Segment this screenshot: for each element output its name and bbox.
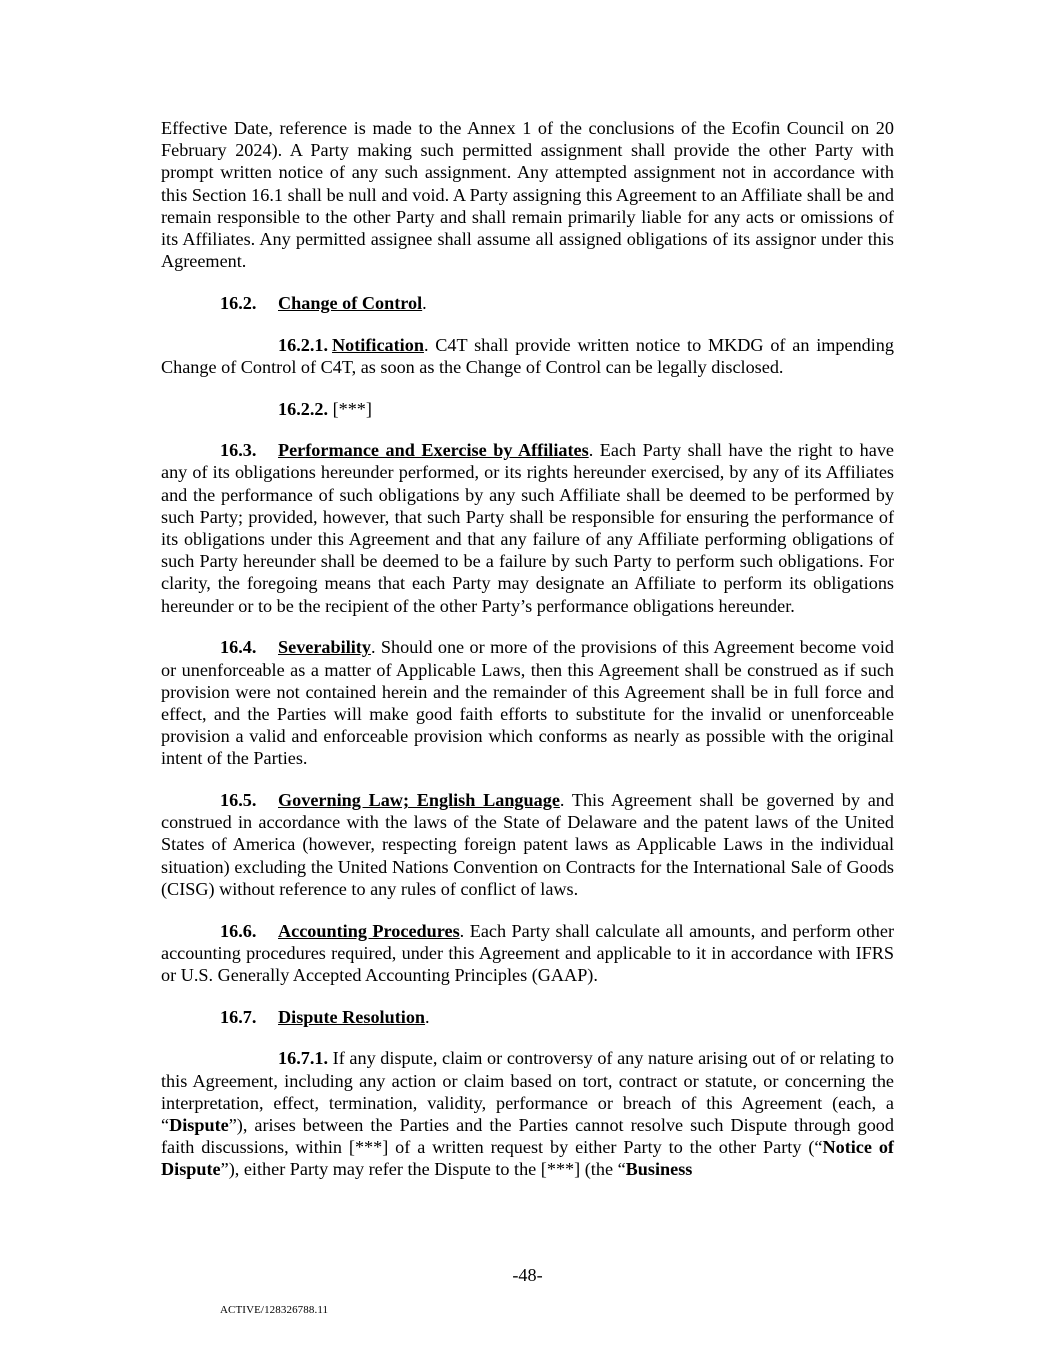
section-body: . This Agreement shall be governed by and construed in accordance with the laws of the State of Delaware and the patent laws of the United States of America (however, respecting foreign patent laws as Applicable Laws in the individual situation) excluding the United Nations Convention on Contracts for the International Sale of Goods (CISG) without reference to any rules of conflict of laws. <box>161 790 894 899</box>
page-number: -48- <box>512 1265 543 1285</box>
section-16-3 <box>161 439 894 617</box>
paragraph-text: Effective Date, reference is made to the Annex 1 of the conclusions of the Ecofin Council on 20 February 2024). A Party making such permitted assignment shall provide the other Party with prompt written notice of any such assignment. Any attempted assignment not in accordance with this Section 16.1 shall be null and void. A Party assigning this Agreement to an Affiliate shall be and remain responsible to the other Party and shall remain primarily liable for any acts or omissions of its Affiliates. Any permitted assignee shall assume all assigned obligations of its assignor under this Agreement. <box>161 118 894 272</box>
section-number: 16.7. <box>220 1006 257 1027</box>
document-id: ACTIVE/128326788.11 <box>220 1304 329 1316</box>
section-body: . C4T shall provide written notice to MKDG of an impending Change of Control of C4T, as soon as the Change of Control can be legally disclosed. <box>161 334 894 377</box>
section-title: Performance and Exercise by Affiliates <box>278 440 589 461</box>
section-title: Change of Control <box>278 292 423 313</box>
section-body: . Each Party shall calculate all amounts, and perform other accounting procedures required, under this Agreement and applicable to it in accordance with IFRS or U.S. Generally Accepted Accounting Principles (GAAP). <box>161 920 894 985</box>
section-number: 16.4. <box>220 637 257 658</box>
section-16-6 <box>161 920 894 987</box>
section-16-4 <box>161 636 894 769</box>
defined-term-dispute: Dispute <box>169 1115 229 1136</box>
section-16-2-2 <box>161 398 894 420</box>
section-body-part-3: ”), either Party may refer the Dispute to the [***] (the “ <box>220 1159 626 1180</box>
section-title: Governing Law; English Language <box>278 790 560 811</box>
section-body: . Each Party shall have the right to have any of its obligations hereunder performed, or its rights hereunder exercised, by any of its Affiliates and the performance of such obligations by any such Affiliate shall be deemed to be performed by such Party; provided, however, that such Party shall be responsible for ensuring the performance of its obligations under this Agreement and that any failure of any Affiliate performing obligations of such Party hereunder shall be deemed to be a failure by such Party to perform such obligations. For clarity, the foregoing means that each Party may designate an Affiliate to perform its obligations hereunder or to be the recipient of the other Party’s performance obligations hereunder. <box>161 440 894 616</box>
section-16-5 <box>161 789 894 900</box>
section-number: 16.2.1. <box>278 334 329 355</box>
section-16-2-1 <box>161 334 894 378</box>
section-title: Notification <box>332 334 424 355</box>
section-body-part-2: ”), arises between the Parties and the Parties cannot resolve such Dispute through good faith discussions, within [***] of a written request by either Party to the other Party (“ <box>161 1115 894 1158</box>
section-number: 16.2. <box>220 292 257 313</box>
section-number: 16.7.1. <box>278 1048 329 1069</box>
defined-term-notice-of-dispute: Notice of Dispute <box>161 1137 894 1180</box>
section-title: Accounting Procedures <box>278 920 460 941</box>
section-trail: . <box>425 1006 430 1027</box>
section-number: 16.5. <box>220 790 257 811</box>
document-page <box>161 117 894 1200</box>
section-body: [***] <box>328 398 372 419</box>
section-body: . Should one or more of the provisions of this Agreement become void or unenforceable as a matter of Applicable Laws, then this Agreement shall be construed as if such provision were not contained herein and the remainder of this Agreement shall be in full force and effect, and the Parties will make good faith efforts to substitute for the invalid or unenforceable provision a valid and enforceable provision which conforms as nearly as possible with the original intent of the Parties. <box>161 637 894 769</box>
section-title: Severability <box>278 637 371 658</box>
section-title: Dispute Resolution <box>278 1006 426 1027</box>
section-16-2-heading <box>161 292 894 314</box>
section-16-1-continuation <box>161 117 894 272</box>
defined-term-business: Business <box>625 1159 693 1180</box>
section-number: 16.3. <box>220 440 257 461</box>
section-trail: . <box>422 292 427 313</box>
section-number: 16.2.2. <box>278 398 329 419</box>
section-number: 16.6. <box>220 920 257 941</box>
section-16-7-heading <box>161 1006 894 1028</box>
section-body-part-1: If any dispute, claim or controversy of any nature arising out of or relating to this Agreement, including any action or claim based on tort, contract or statute, or concerning the interpretation, effect, termination, validity, performance or breach of this Agreement (each, a “ <box>161 1048 894 1136</box>
section-16-7-1 <box>161 1047 894 1180</box>
